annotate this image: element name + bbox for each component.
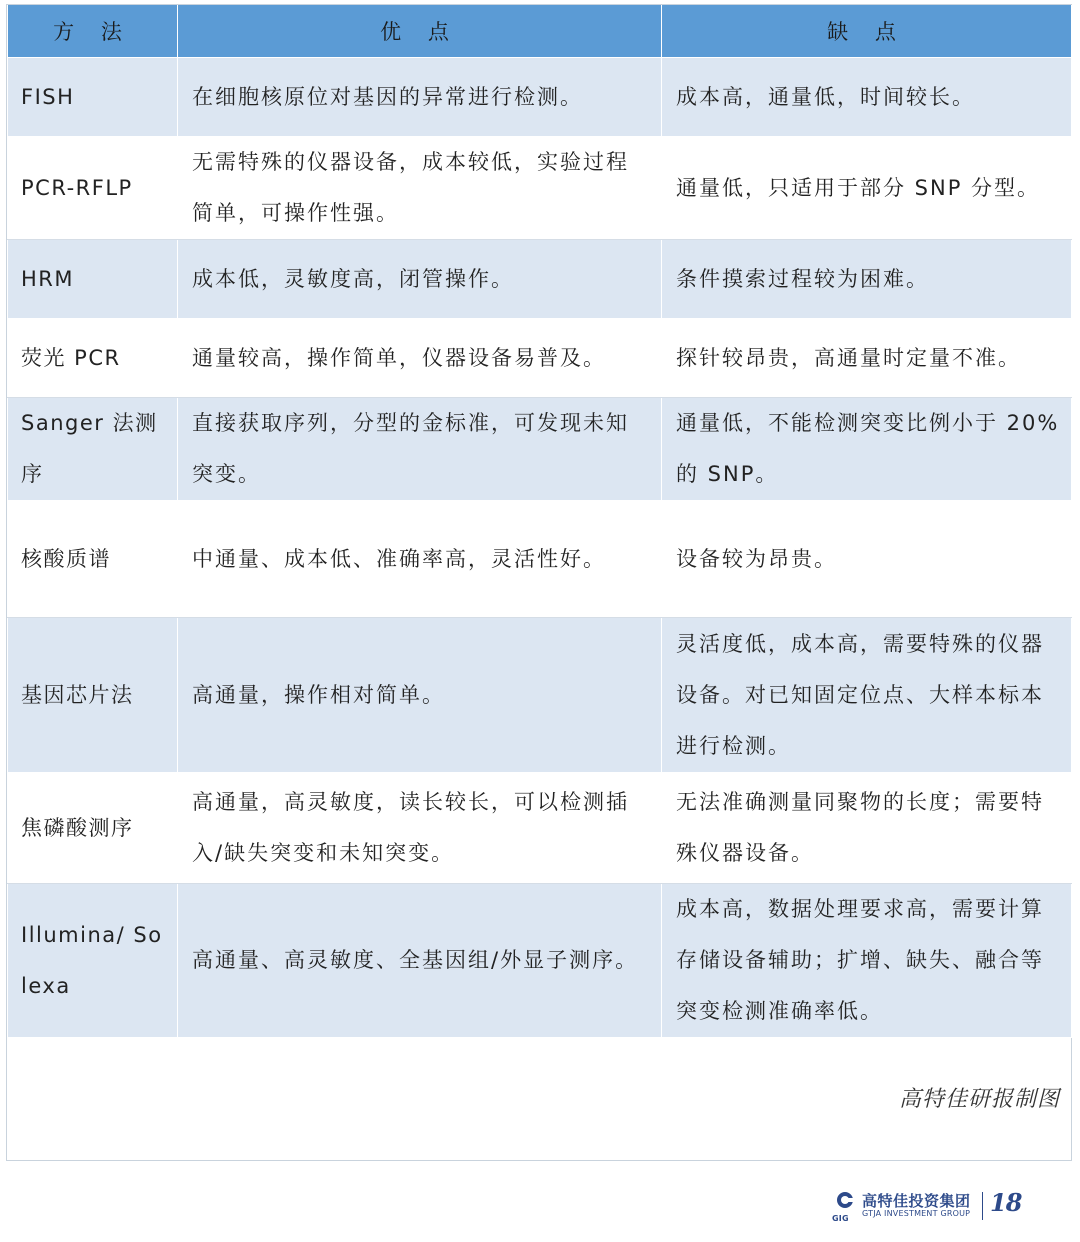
table-row xyxy=(8,501,1072,618)
method-cell: Illumina/ Solexa xyxy=(8,884,178,1038)
header-method: 方 法 xyxy=(8,5,178,58)
logo-divider xyxy=(982,1192,983,1220)
cons-cell: 条件摸索过程较为困难。 xyxy=(662,240,1072,319)
method-cell: 荧光 PCR xyxy=(8,319,178,398)
header-cons: 缺 点 xyxy=(662,5,1072,58)
pros-cell: 高通量，操作相对简单。 xyxy=(178,618,662,773)
logo-mark-text: GIG xyxy=(832,1214,849,1223)
cons-cell: 探针较昂贵，高通量时定量不准。 xyxy=(662,319,1072,398)
cons-cell: 通量低，不能检测突变比例小于 20%的 SNP。 xyxy=(662,398,1072,501)
header-pros: 优 点 xyxy=(178,5,662,58)
table-row xyxy=(8,319,1072,398)
logo-name-cn: 高特佳投资集团 xyxy=(862,1192,971,1210)
comparison-table xyxy=(7,5,1072,1038)
method-cell: 焦磷酸测序 xyxy=(8,773,178,884)
method-cell: PCR-RFLP xyxy=(8,137,178,240)
table-row xyxy=(8,618,1072,773)
table-row xyxy=(8,58,1072,137)
method-cell: 核酸质谱 xyxy=(8,501,178,618)
cons-cell: 成本高，通量低，时间较长。 xyxy=(662,58,1072,137)
pros-cell: 通量较高，操作简单，仪器设备易普及。 xyxy=(178,319,662,398)
table-row xyxy=(8,137,1072,240)
method-cell: HRM xyxy=(8,240,178,319)
pros-cell: 无需特殊的仪器设备，成本较低，实验过程简单，可操作性强。 xyxy=(178,137,662,240)
cons-cell: 成本高，数据处理要求高，需要计算存储设备辅助；扩增、缺失、融合等突变检测准确率低。 xyxy=(662,884,1072,1038)
logo-badge: 18 xyxy=(990,1188,1022,1217)
pros-cell: 高通量、高灵敏度、全基因组/外显子测序。 xyxy=(178,884,662,1038)
table-row xyxy=(8,240,1072,319)
pros-cell: 成本低，灵敏度高，闭管操作。 xyxy=(178,240,662,319)
table-row xyxy=(8,398,1072,501)
cons-cell: 灵活度低，成本高，需要特殊的仪器设备。对已知固定位点、大样本标本进行检测。 xyxy=(662,618,1072,773)
table-row xyxy=(8,884,1072,1038)
method-cell: 基因芯片法 xyxy=(8,618,178,773)
table-row xyxy=(8,773,1072,884)
pros-cell: 中通量、成本低、准确率高，灵活性好。 xyxy=(178,501,662,618)
logo-name-en: GTJA INVESTMENT GROUP xyxy=(862,1209,971,1218)
table-header-row xyxy=(8,5,1072,58)
cons-cell: 通量低，只适用于部分 SNP 分型。 xyxy=(662,137,1072,240)
pros-cell: 直接获取序列，分型的金标准，可发现未知突变。 xyxy=(178,398,662,501)
pros-cell: 在细胞核原位对基因的异常进行检测。 xyxy=(178,58,662,137)
company-logo xyxy=(832,1190,1032,1224)
method-cell: Sanger 法测序 xyxy=(8,398,178,501)
method-cell: FISH xyxy=(8,58,178,137)
pros-cell: 高通量，高灵敏度，读长较长，可以检测插入/缺失突变和未知突变。 xyxy=(178,773,662,884)
cons-cell: 无法准确测量同聚物的长度；需要特殊仪器设备。 xyxy=(662,773,1072,884)
cons-cell: 设备较为昂贵。 xyxy=(662,501,1072,618)
source-note: 高特佳研报制图 xyxy=(898,1087,1060,1112)
